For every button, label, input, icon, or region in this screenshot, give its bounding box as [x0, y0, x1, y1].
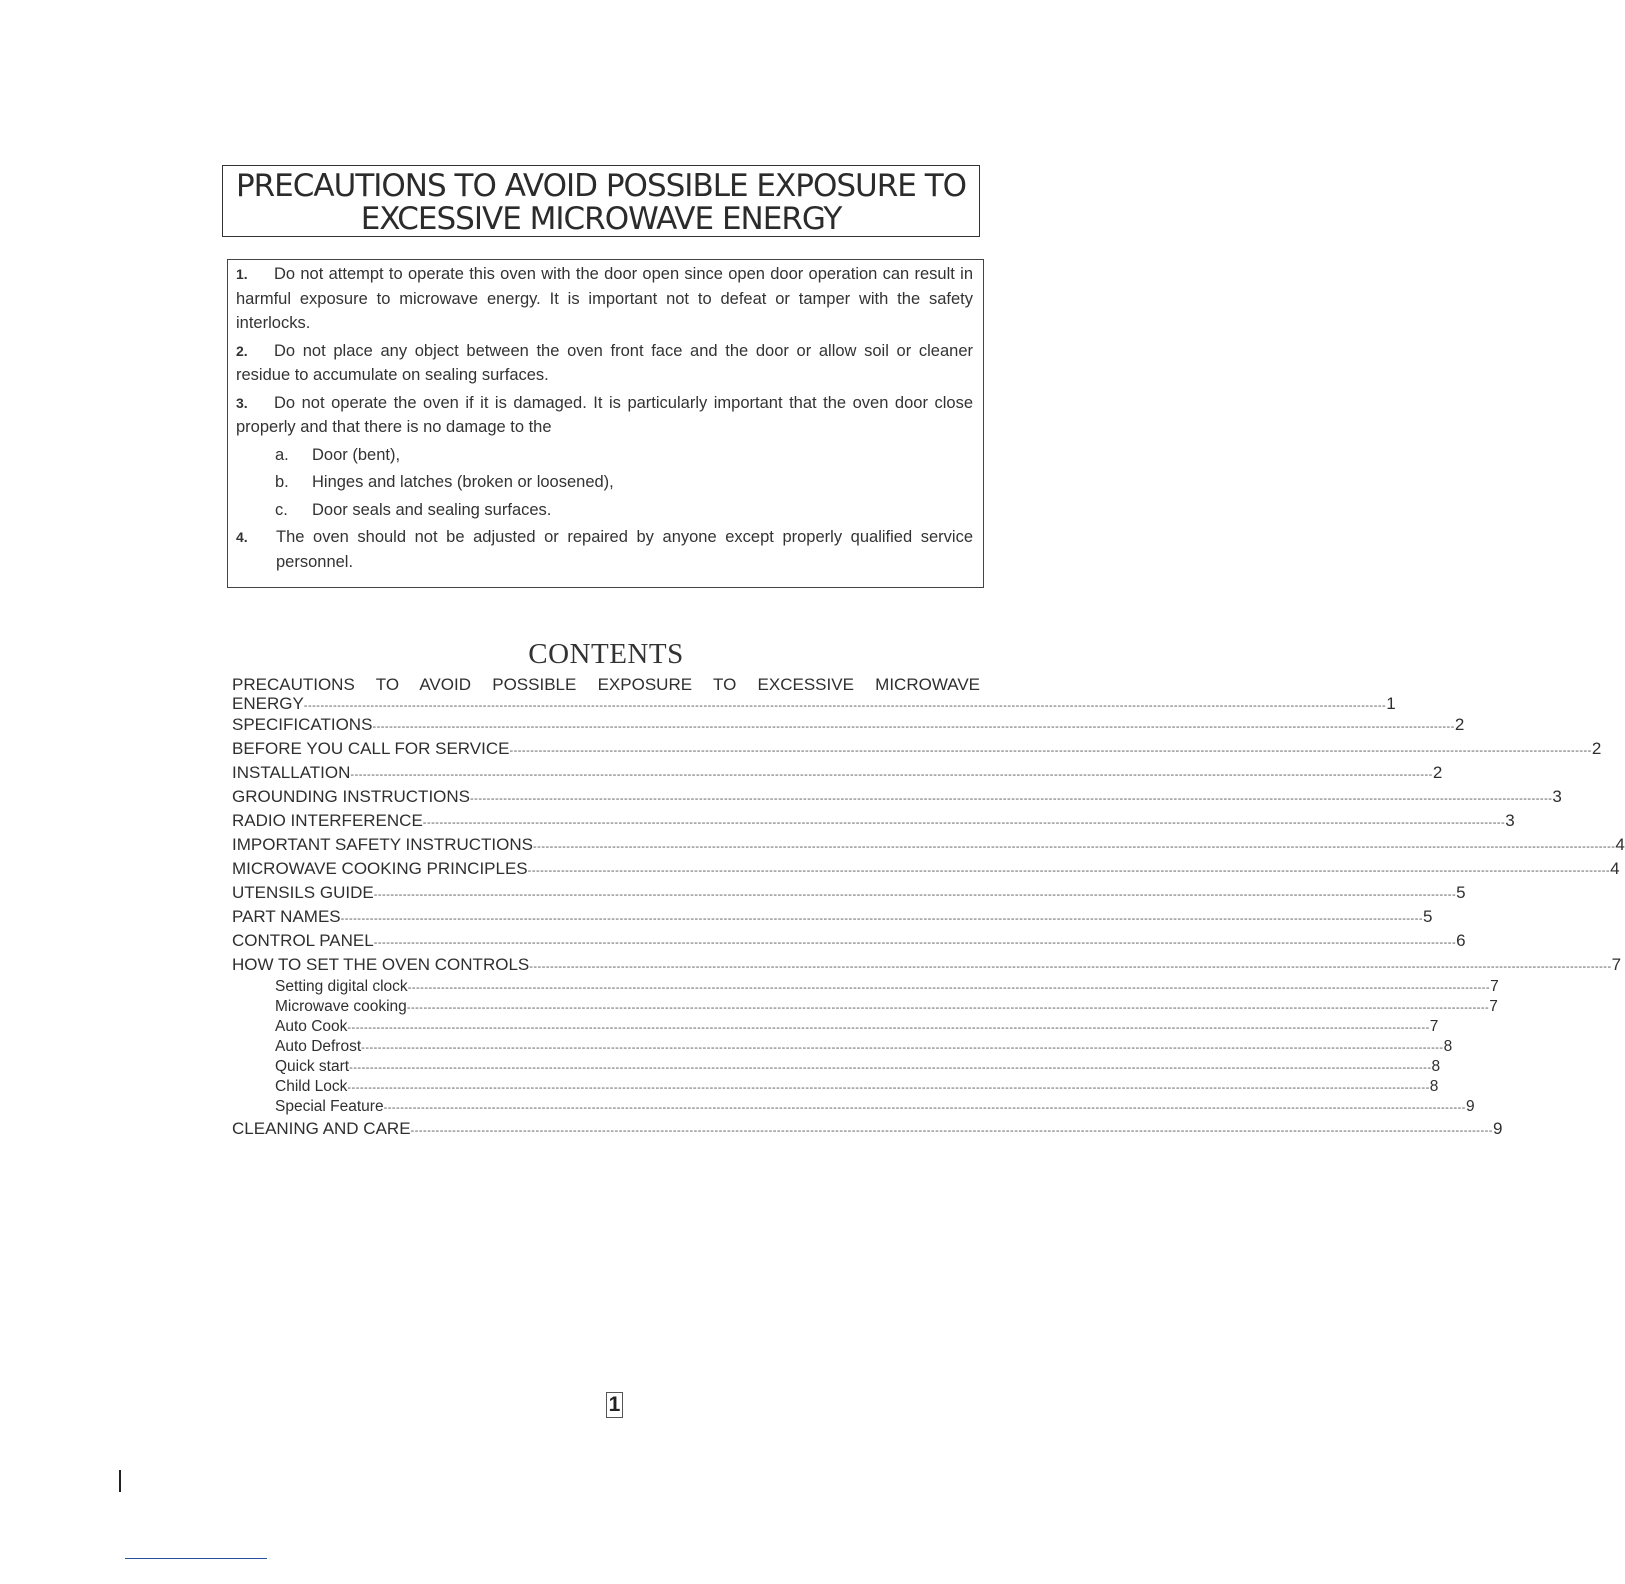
item-text: Do not attempt to operate this oven with the door open since open door operation can result in harmful exposure to microwave energy. It is important not to defeat or tamper with the safety interlocks. — [236, 265, 973, 332]
toc-leader: -------------------------------------------------------------------------------------------------------------------------------------------------------------------------------------------------------------------------------------------------------------------- — [347, 1022, 1430, 1034]
toc-entry[interactable] — [232, 761, 1443, 785]
toc-leader: -------------------------------------------------------------------------------------------------------------------------------------------------------------------------------------------------------------------------------------------------------------------- — [349, 1062, 1432, 1074]
toc-label: INSTALLATION — [232, 763, 351, 782]
toc-page: 5 — [1423, 907, 1433, 926]
toc-entry[interactable] — [232, 833, 1625, 857]
toc-page: 4 — [1615, 835, 1625, 854]
toc-page: 1 — [1386, 694, 1396, 713]
toc-label: PART NAMES — [232, 907, 341, 926]
toc-page: 8 — [1431, 1058, 1441, 1075]
toc-leader: -------------------------------------------------------------------------------------------------------------------------------------------------------------------------------------------------------------------------------------------------------------------- — [347, 1082, 1430, 1094]
toc-page: 6 — [1456, 931, 1466, 950]
toc-page: 9 — [1465, 1098, 1475, 1115]
toc-subentry[interactable] — [232, 997, 1498, 1017]
toc-label: UTENSILS GUIDE — [232, 883, 374, 902]
item-number: 1. — [236, 266, 248, 282]
sub-item-b — [236, 470, 973, 495]
precaution-item-3 — [236, 391, 973, 440]
toc-entry-cleaning[interactable] — [232, 1117, 1503, 1141]
sub-text: Door seals and sealing surfaces. — [312, 500, 552, 519]
toc-entry[interactable] — [232, 857, 1620, 881]
toc-entry[interactable] — [232, 785, 1562, 809]
toc-entry[interactable] — [232, 905, 1433, 929]
toc-page: 2 — [1454, 715, 1465, 734]
toc-label: Auto Cook — [275, 1018, 348, 1035]
toc-leader: -------------------------------------------------------------------------------------------------------------------------------------------------------------------------------------------------------------------------------------------------------------------- — [372, 721, 1455, 733]
toc-leader: -------------------------------------------------------------------------------------------------------------------------------------------------------------------------------------------------------------------------------------------------------------------- — [422, 817, 1506, 829]
sub-letter: a. — [275, 445, 289, 464]
toc-label: ENERGY — [232, 694, 304, 713]
toc-leader: -------------------------------------------------------------------------------------------------------------------------------------------------------------------------------------------------------------------------------------------------------------------- — [350, 769, 1433, 781]
toc-label: Auto Defrost — [275, 1038, 362, 1055]
toc-page: 7 — [1429, 1018, 1439, 1035]
toc-leader: -------------------------------------------------------------------------------------------------------------------------------------------------------------------------------------------------------------------------------------------------------------------- — [533, 841, 1616, 853]
toc-entry[interactable] — [232, 737, 1602, 761]
toc-leader: -------------------------------------------------------------------------------------------------------------------------------------------------------------------------------------------------------------------------------------------------------------------- — [410, 1125, 1493, 1137]
toc-leader: -------------------------------------------------------------------------------------------------------------------------------------------------------------------------------------------------------------------------------------------------------------------- — [509, 745, 1592, 757]
toc-page: 9 — [1492, 1119, 1503, 1138]
toc-label: CLEANING AND CARE — [232, 1119, 411, 1138]
contents-heading: CONTENTS — [528, 638, 684, 670]
toc-entry[interactable] — [232, 929, 1466, 953]
toc-label: MICROWAVE COOKING PRINCIPLES — [232, 859, 528, 878]
toc-entry[interactable] — [232, 953, 1622, 977]
toc-leader: -------------------------------------------------------------------------------------------------------------------------------------------------------------------------------------------------------------------------------------------------------------------- — [407, 982, 1491, 994]
table-of-contents — [232, 674, 1625, 1141]
precautions-list — [227, 259, 984, 588]
toc-leader: -------------------------------------------------------------------------------------------------------------------------------------------------------------------------------------------------------------------------------------------------------------------- — [303, 700, 1387, 712]
item-text: Do not place any object between the oven front face and the door or allow soil or cleaner residue to accumulate on sealing surfaces. — [236, 341, 973, 384]
toc-page: 3 — [1505, 811, 1515, 830]
item-number: 3. — [236, 394, 248, 411]
precaution-item-4 — [236, 525, 973, 574]
toc-label: BEFORE YOU CALL FOR SERVICE — [232, 739, 510, 758]
toc-label: Quick start — [275, 1058, 350, 1075]
toc-entry-precautions-line1: PRECAUTIONS TO AVOID POSSIBLE EXPOSURE TO EXCESSIVE MICROWAVE — [232, 675, 980, 694]
toc-leader: -------------------------------------------------------------------------------------------------------------------------------------------------------------------------------------------------------------------------------------------------------------------- — [373, 889, 1457, 901]
page-number: 1 — [606, 1392, 623, 1418]
toc-label: HOW TO SET THE OVEN CONTROLS — [232, 955, 530, 974]
precaution-item-2 — [236, 339, 973, 388]
toc-page: 3 — [1552, 787, 1562, 806]
title-line-1: PRECAUTIONS TO AVOID POSSIBLE EXPOSURE TO — [235, 168, 967, 204]
toc-label: CONTROL PANEL — [232, 931, 374, 950]
sub-letter: b. — [275, 473, 289, 491]
sub-text: Hinges and latches (broken or loosened), — [312, 473, 614, 491]
toc-leader: -------------------------------------------------------------------------------------------------------------------------------------------------------------------------------------------------------------------------------------------------------------------- — [527, 865, 1611, 877]
toc-subentry[interactable] — [232, 1097, 1475, 1117]
toc-page: 8 — [1443, 1038, 1453, 1055]
toc-label: RADIO INTERFERENCE — [232, 811, 423, 830]
toc-page: 2 — [1591, 739, 1602, 758]
toc-label: SPECIFICATIONS — [232, 715, 373, 734]
toc-leader: -------------------------------------------------------------------------------------------------------------------------------------------------------------------------------------------------------------------------------------------------------------------- — [470, 793, 1553, 805]
toc-entry-precautions[interactable] — [232, 694, 1396, 713]
margin-mark — [119, 1470, 121, 1492]
toc-leader: -------------------------------------------------------------------------------------------------------------------------------------------------------------------------------------------------------------------------------------------------------------------- — [361, 1042, 1444, 1054]
item-text: Do not operate the oven if it is damaged. It is particularly important that the oven door close properly and that there is no damage to the — [236, 393, 973, 436]
toc-label: IMPORTANT SAFETY INSTRUCTIONS — [232, 835, 533, 854]
toc-label: Special Feature — [275, 1098, 384, 1115]
toc-label: Microwave cooking — [275, 998, 407, 1015]
toc-page: 2 — [1432, 763, 1443, 782]
precaution-item-1 — [236, 262, 973, 336]
toc-leader: -------------------------------------------------------------------------------------------------------------------------------------------------------------------------------------------------------------------------------------------------------------------- — [340, 913, 1424, 925]
toc-leader: -------------------------------------------------------------------------------------------------------------------------------------------------------------------------------------------------------------------------------------------------------------------- — [406, 1002, 1490, 1014]
toc-subentry[interactable] — [232, 1017, 1439, 1037]
precautions-title-box — [222, 165, 980, 237]
toc-subentry[interactable] — [232, 1057, 1441, 1077]
toc-page: 8 — [1429, 1078, 1439, 1095]
toc-leader: -------------------------------------------------------------------------------------------------------------------------------------------------------------------------------------------------------------------------------------------------------------------- — [373, 937, 1457, 949]
title-line-2: EXCESSIVE MICROWAVE ENERGY — [360, 201, 842, 237]
sub-text: Door (bent), — [312, 445, 401, 464]
sub-item-c — [236, 498, 973, 523]
toc-subentry[interactable] — [232, 1077, 1439, 1097]
toc-leader: -------------------------------------------------------------------------------------------------------------------------------------------------------------------------------------------------------------------------------------------------------------------- — [383, 1102, 1466, 1114]
toc-entry[interactable] — [232, 881, 1466, 905]
toc-label: Setting digital clock — [275, 978, 408, 995]
toc-entry[interactable] — [232, 713, 1465, 737]
toc-label: GROUNDING INSTRUCTIONS — [232, 787, 470, 806]
toc-page: 4 — [1610, 859, 1620, 878]
toc-page: 5 — [1456, 883, 1466, 902]
item-text: The oven should not be adjusted or repaired by anyone except properly qualified service personnel. — [276, 528, 973, 571]
sub-item-a — [236, 443, 973, 468]
toc-subentry[interactable] — [232, 977, 1499, 997]
toc-page: 7 — [1489, 998, 1498, 1015]
bottom-rule — [125, 1558, 267, 1559]
item-number: 2. — [236, 342, 248, 359]
toc-entry[interactable] — [232, 809, 1515, 833]
toc-leader: -------------------------------------------------------------------------------------------------------------------------------------------------------------------------------------------------------------------------------------------------------------------- — [529, 961, 1612, 973]
toc-subentry[interactable] — [232, 1037, 1453, 1057]
toc-page: 7 — [1611, 955, 1622, 974]
sub-letter: c. — [275, 500, 288, 519]
toc-label: Child Lock — [275, 1078, 348, 1095]
toc-page: 7 — [1490, 978, 1499, 995]
item-number: 4. — [236, 529, 248, 545]
